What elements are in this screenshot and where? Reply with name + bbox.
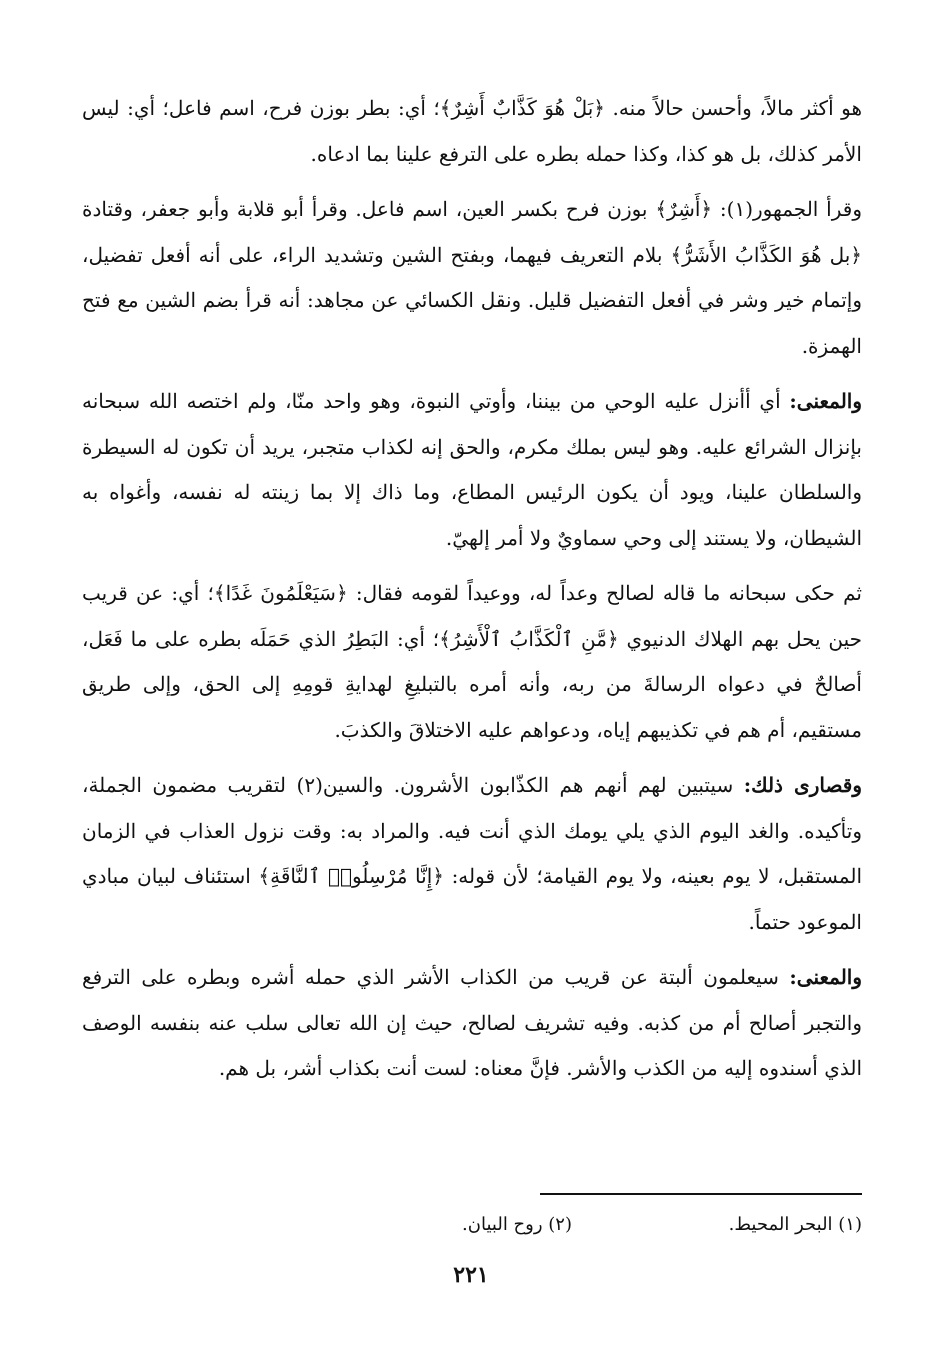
paragraph-lead: والمعنى: [789,389,862,413]
paragraph-lead: وقصارى ذلك: [743,773,863,797]
paragraph-4 [82,571,862,753]
footnote-2: (٢) روح البيان. [462,1214,572,1235]
paragraph-lead: والمعنى: [789,965,862,989]
paragraph-5 [82,763,862,945]
paragraph-3 [82,379,862,561]
paragraph-text: وقرأ الجمهور(١): ﴿أَشِرٌ﴾ بوزن فرح بكسر العين، اسم فاعل. وقرأ أبو قلابة وأبو جعفر، وقتادة ﴿بل هُوَ الكَذَّابُ الأَشَرُّ﴾ بلام التعريف فيهما، وبفتح الشين وتشديد الراء، على أنه أفعل تفضيل، وإتمام خير وشر في أفعل التفضيل قليل. ونقل الكسائي عن مجاهد: أنه قرأ بضم الشين مع فتح الهمزة. [82,197,862,358]
paragraph-1 [82,86,862,177]
page-number: ٢٢١ [453,1262,489,1288]
paragraph-text: سيعلمون ألبتة عن قريب من الكذاب الأشر الذي حمله أشره وبطره على الترفع والتجبر أصالح أم من كذبه. وفيه تشريف لصالح، حيث إن الله تعالى سلب عنه بنفسه الوصف الذي أسندوه إليه من الكذب والأشر. فإنَّ معناه: لست أنت بكذاب أشر، بل هم. [82,965,862,1080]
paragraph-text: ثم حكى سبحانه ما قاله لصالح وعداً له، ووعيداً لقومه فقال: ﴿سَيَعْلَمُونَ غَدًا﴾؛ أي: عن قريب حين يحل بهم الهلاك الدنيوي ﴿مَّنِ ٱلْكَذَّابُ ٱلْأَشِرُ﴾؛ أي: البَطِرُ الذي حَمَلَه بطره على ما فَعَل، أصالحٌ في دعواه الرسالةَ من ربه، وأنه أمره بالتبليغِ لهدايةِ قومِهِ إلى الحق، وإلى طريق مستقيم، أم هم في تكذيبهم إياه، ودعواهم عليه الاختلاقَ والكذبَ. [82,581,862,742]
paragraph-text: سيتبين لهم أنهم هم الكذّابون الأشرون. والسين(٢) لتقريب مضمون الجملة، وتأكيده. والغد اليوم الذي يلي يومك الذي أنت فيه. والمراد به: وقت نزول العذاب في الزمان المستقبل، لا يوم بعينه، ولا يوم القيامة؛ لأن قوله: ﴿إِنَّا مُرْسِلُوا۟ ٱلنَّاقَةِ﴾ استئناف لبيان مبادي الموعود حتماً. [82,773,862,934]
footnote-divider [540,1193,862,1195]
paragraph-6 [82,955,862,1092]
footnote-1: (١) البحر المحيط. [728,1214,862,1235]
paragraph-text: أي أأنزل عليه الوحي من بيننا، وأوتي النبوة، وهو واحد منّا، ولم اختصه الله سبحانه بإنزال الشرائع عليه. وهو ليس بملك مكرم، والحق إنه لكذاب متجبر، يريد أن تكون له السيطرة والسلطان علينا، ويود أن يكون الرئيس المطاع، وما ذاك إلا بما زينته له نفسه، وأغواه به الشيطان، ولا يستند إلى وحي سماويٌ ولا أمر إلهيّ. [82,389,862,550]
main-text [82,86,862,1102]
paragraph-text: هو أكثر مالاً، وأحسن حالاً منه. ﴿بَلْ هُوَ كَذَّابٌ أَشِرٌ﴾؛ أي: بطر بوزن فرح، اسم فاعل؛ أي: ليس الأمر كذلك، بل هو كذا، وكذا حمله بطره على الترفع علينا بما ادعاه. [82,96,863,166]
paragraph-2 [82,187,862,369]
